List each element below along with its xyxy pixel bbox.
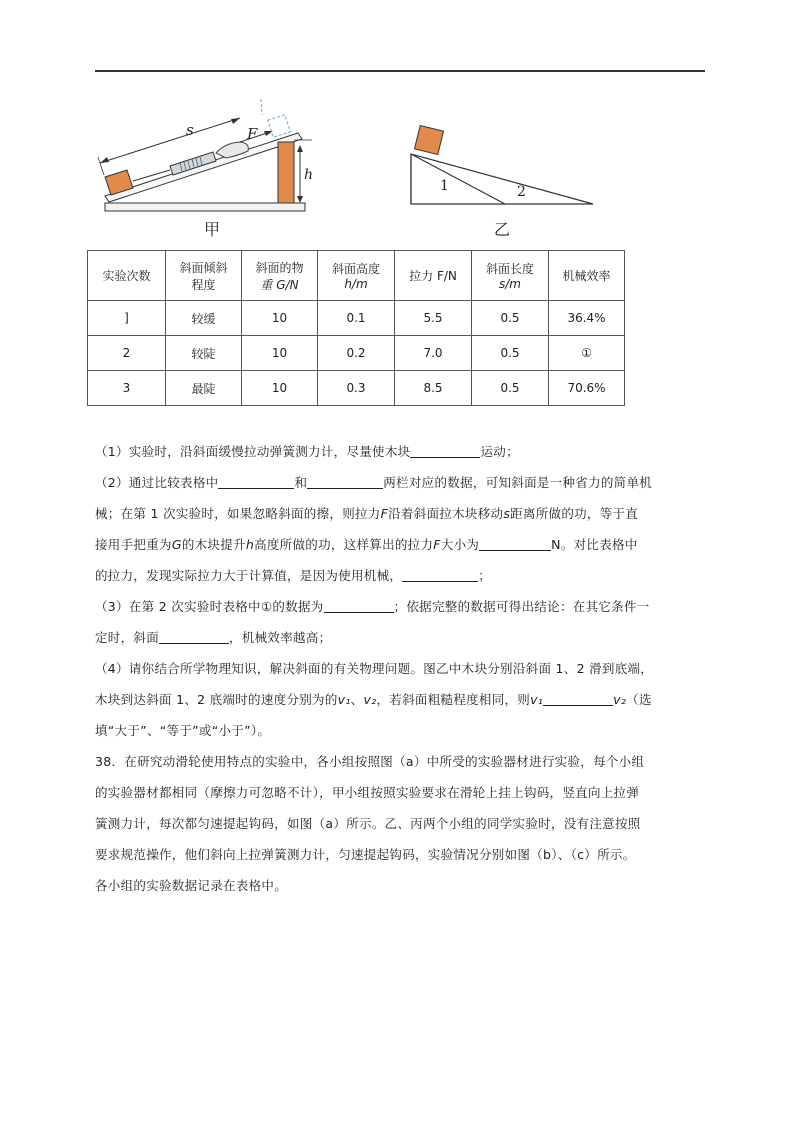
q4-var: v₂ [613,692,627,707]
q4-var: v₂ [363,692,377,707]
q4-text: ，若斜面粗糙程度相同，则 [376,692,531,707]
table-cell: 0.5 [472,371,549,406]
q2-var: s [503,506,511,521]
table-cell: 0.1 [318,301,395,336]
q2-text: 高度所做的功，这样算出的拉力 [254,537,434,552]
table-cell: 5.5 [395,301,472,336]
q2-text: 两栏对应的数据，可知斜面是一种省力的简单机 [383,475,653,490]
header-text: 机械效率 [562,269,611,283]
table-cell: 0.3 [318,371,395,406]
header-text: 实验次数 [102,269,151,283]
q2-text: （2）通过比较表格中 [95,475,219,490]
table-cell: 8.5 [395,371,472,406]
table-cell: 0.5 [472,336,549,371]
table-row [88,336,625,371]
q1-text: 运动； [480,444,519,459]
experiment-table [87,250,625,406]
table-cell: 较陡 [166,336,242,371]
q3-text: 定时，斜面 [95,630,160,645]
answer-blank [410,443,480,458]
q2-text: 和 [294,475,308,490]
q2-text: 械；在第 1 次实验时，如果忽略斜面的擦，则拉力 [95,506,381,521]
question-3 [95,591,710,653]
q4-var: v₁ [337,692,351,707]
header-cell [318,251,395,301]
table-cell: 70.6% [549,371,625,406]
label-slope-2: 2 [517,184,526,200]
header-rule [95,70,705,72]
table-cell: 最陡 [166,371,242,406]
question-4 [95,653,710,746]
table-cell: 较缓 [166,301,242,336]
header-cell [549,251,625,301]
q2-text: ； [478,568,492,583]
header-cell [395,251,472,301]
figure-incline-jia [90,95,320,220]
header-text: 斜面高度 [331,262,380,276]
q1-text: （1）实验时，沿斜面缓慢拉动弹簧测力计，尽量使木块 [95,444,411,459]
q38-line: 要求规范操作，他们斜向上拉弹簧测力计，匀速提起钩码，实验情况分别如图（b）、（c）所示。 [95,847,636,862]
q3-text: ，机械效率越高； [229,630,332,645]
answer-blank [479,536,551,551]
figure-incline-yi [405,120,600,208]
header-text: 拉力 F/N [409,269,457,283]
answer-blank [543,691,613,706]
q2-var: F [380,506,389,521]
table-cell: 7.0 [395,336,472,371]
header-cell [166,251,242,301]
label-F: F [247,125,258,143]
q4-text: 木块到达斜面 1、2 底端时的速度分别为的 [95,692,338,707]
q2-text: 大小为 [440,537,480,552]
header-text: 斜面倾斜 [179,260,228,275]
answer-blank [324,598,394,613]
answer-blank [307,474,383,489]
header-text: s/m [499,277,521,291]
table-cell: 0.5 [472,301,549,336]
q2-text: 距离所做的功，等于直 [510,506,639,521]
table-cell: 10 [242,371,318,406]
q38-line: 的实验器材都相同（摩擦力可忽略不计），甲小组按照实验要求在滑轮上挂上钩码，竖直向上拉弹 [95,785,640,800]
q4-text: 填“大于”、“等于”或“小于”）。 [95,723,271,738]
label-s: s [186,121,194,139]
header-cell [472,251,549,301]
q38-line: 38．在研究动滑轮使用特点的实验中，各小组按照图（a）中所受的实验器材进行实验，每个小组 [95,754,645,769]
header-text: 程度 [191,277,216,292]
q4-text: 、 [350,692,364,707]
q2-text: 接用手把重为 [95,537,172,552]
table-cell: ① [549,336,625,371]
question-38 [95,746,710,901]
header-text: 斜面长度 [485,262,534,276]
table-row [88,301,625,336]
table-cell: 10 [242,301,318,336]
q2-var: G [171,537,182,552]
header-text: h/m [344,277,368,291]
header-text: 斜面的物 [255,260,304,275]
table-cell: 3 [88,371,166,406]
q2-text: 的拉力，发现实际拉力大于计算值，是因为使用机械， [95,568,403,583]
question-1 [95,436,710,467]
table-header-row [88,251,625,301]
table-cell: ] [88,301,166,336]
label-h: h [304,167,314,183]
caption-yi: 乙 [494,220,511,239]
q38-line: 各小组的实验数据记录在表格中。 [95,878,288,893]
q4-var: v₁ [530,692,544,707]
q38-line: 簧测力计，每次都匀速提起钩码，如图（a）所示。乙、丙两个小组的同学实验时，没有注意按照 [95,816,641,831]
caption-jia: 甲 [204,220,221,239]
table-cell: 0.2 [318,336,395,371]
header-text: 重 G/N [260,277,299,292]
q4-text: （选 [626,692,652,707]
q4-text: （4）请你结合所学物理知识，解决斜面的有关物理问题。图乙中木块分别沿斜面 1、2 滑到底端， [95,661,654,676]
table-cell: 36.4% [549,301,625,336]
question-2 [95,467,710,591]
q2-text: 的木块提升 [181,537,246,552]
table-cell: 10 [242,336,318,371]
q2-text: 沿着斜面拉木块移动 [388,506,504,521]
answer-blank [159,629,229,644]
answer-blank [402,567,478,582]
table-cell: 2 [88,336,166,371]
header-cell [242,251,318,301]
table-row [88,371,625,406]
header-cell [88,251,166,301]
q2-text: N。对比表格中 [551,537,638,552]
q2-var: h [245,537,255,552]
answer-blank [218,474,294,489]
q2-var: F [433,537,441,552]
q3-text: （3）在第 2 次实验时表格中①的数据为 [95,599,324,614]
label-slope-1: 1 [440,178,449,194]
q3-text: ；依据完整的数据可得出结论：在其它条件一 [393,599,650,614]
